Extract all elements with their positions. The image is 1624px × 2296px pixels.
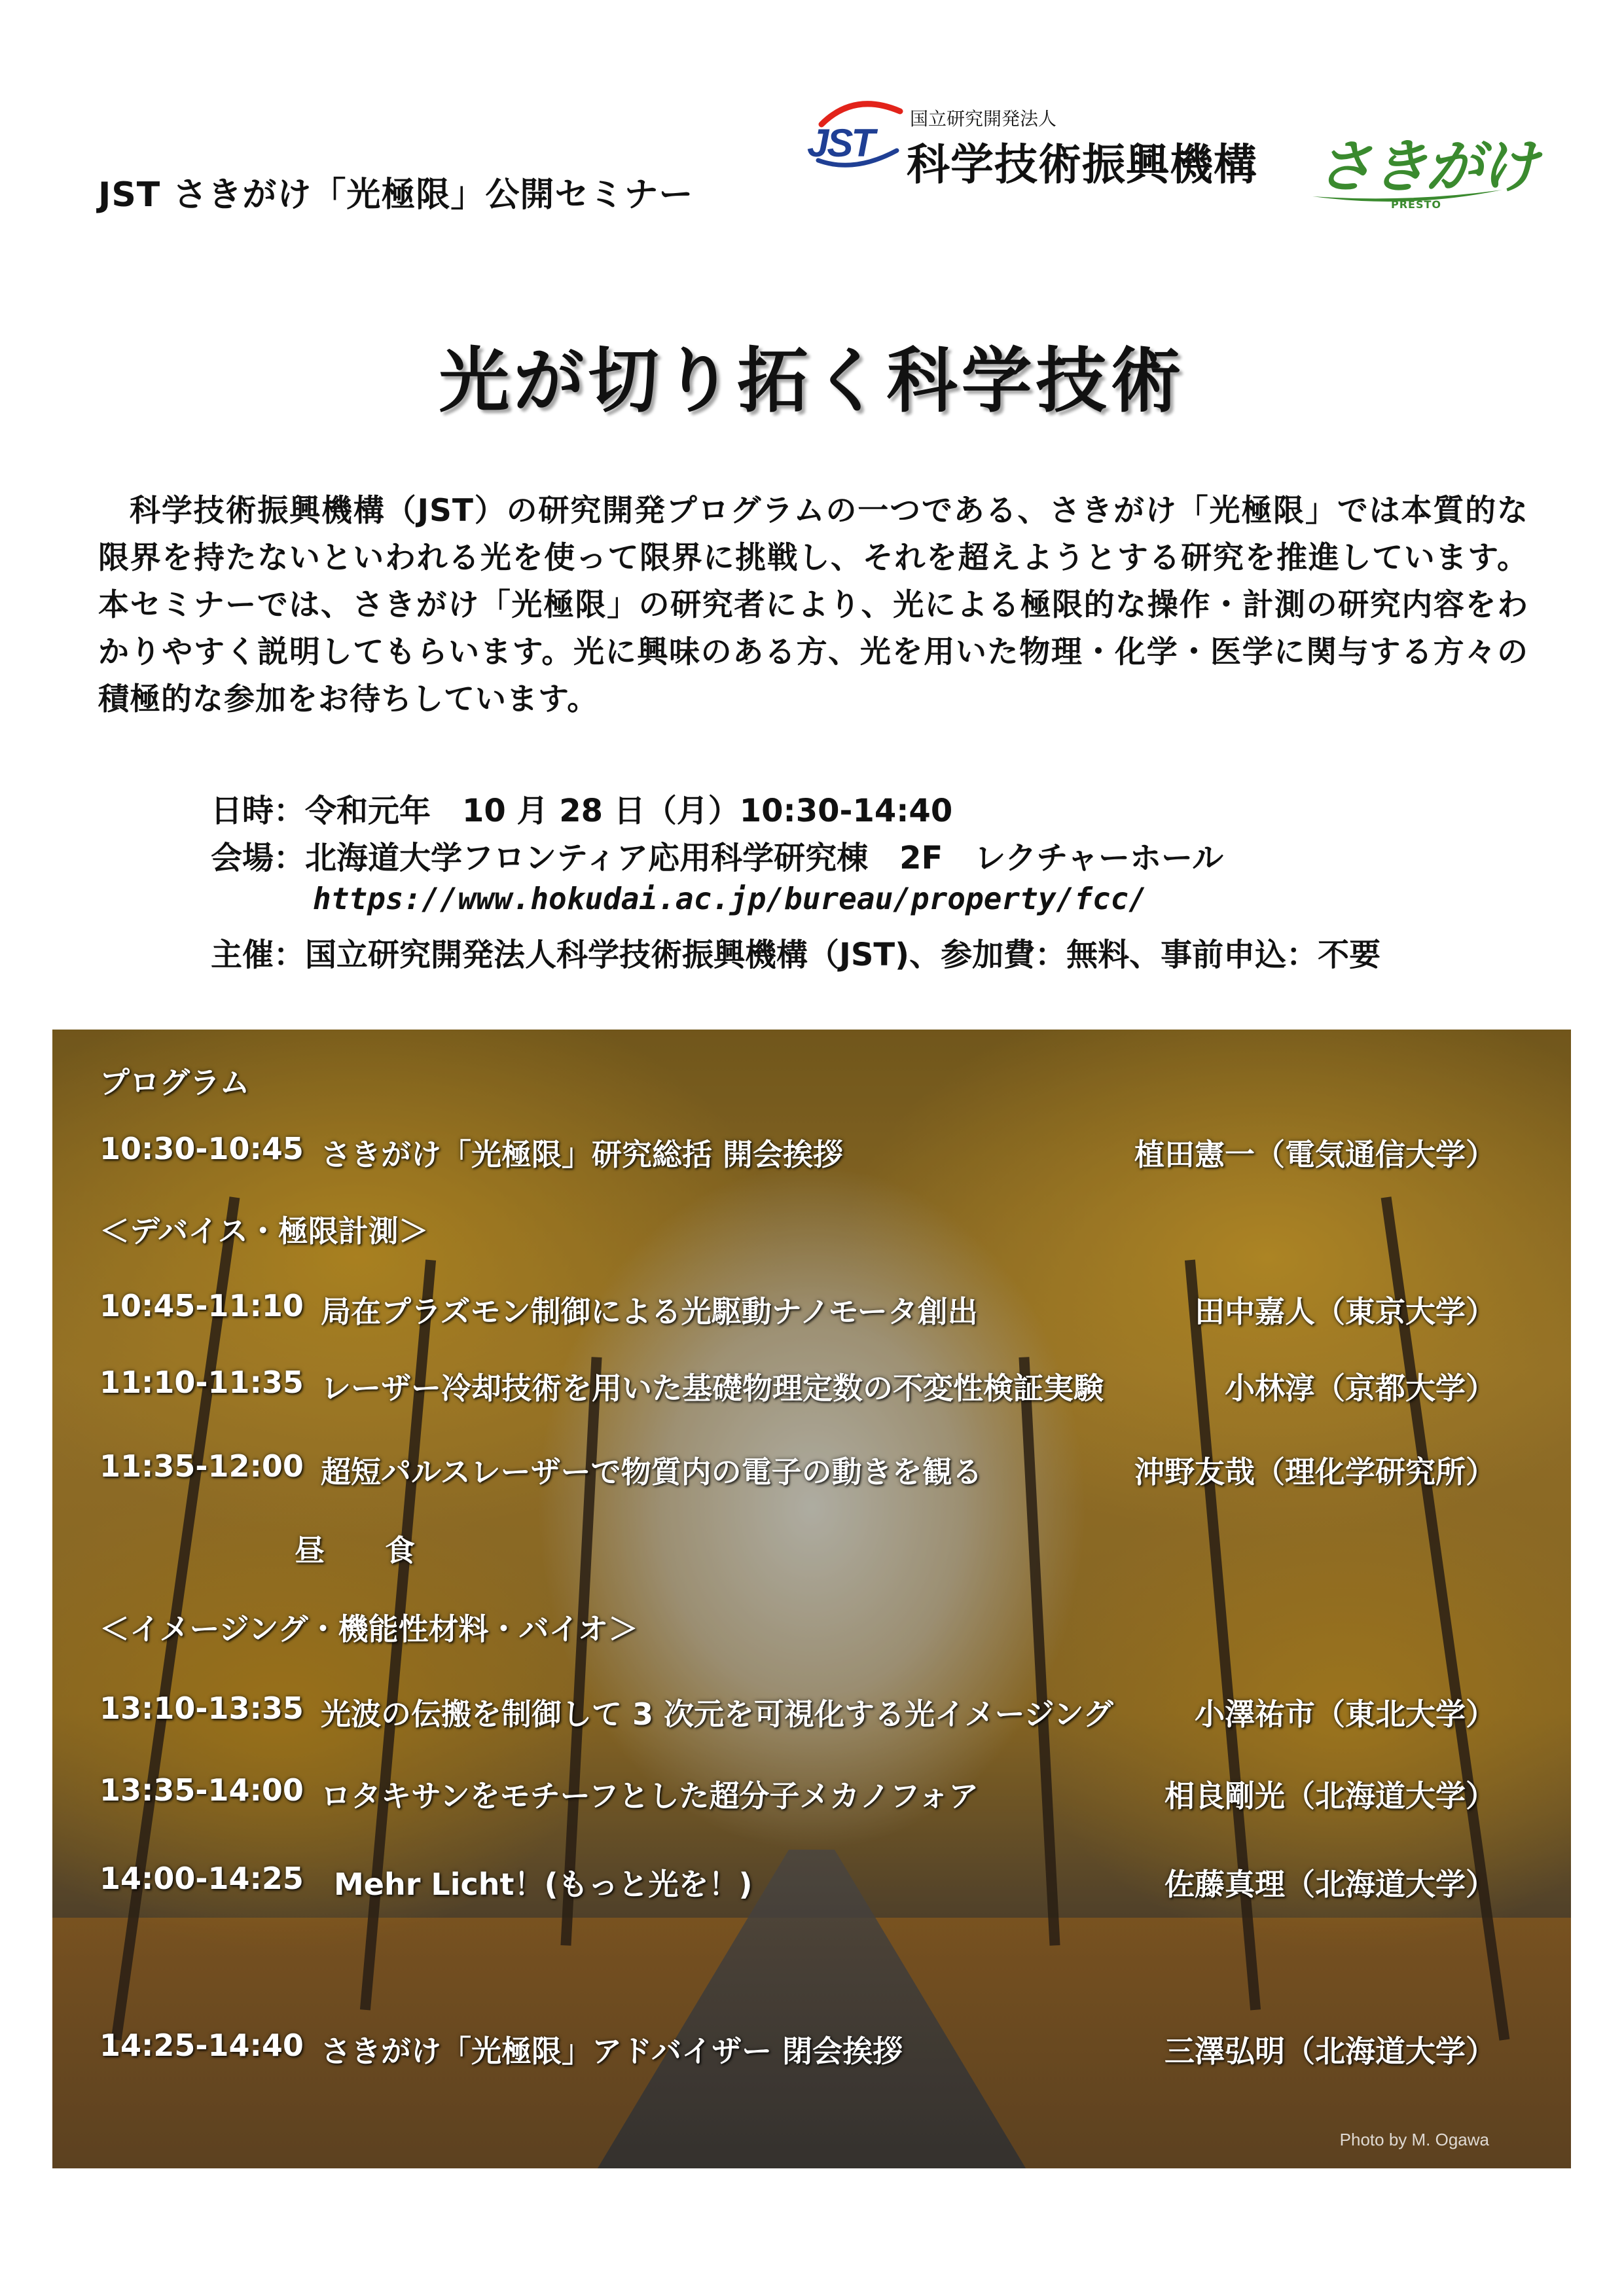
program-title: 超短パルスレーザーで物質内の電子の動きを観る <box>321 1454 983 1490</box>
program-title: Mehr Licht！(もっと光を！) <box>334 1867 753 1902</box>
program-speaker: 小林淳（京都大学） <box>1225 1371 1496 1406</box>
program-title: ロタキサンをモチーフとした超分子メカノフォア <box>321 1778 979 1814</box>
program-time: 11:10-11:35 <box>99 1365 304 1400</box>
program-time: 10:30-10:45 <box>99 1131 304 1166</box>
presto-logo <box>1309 121 1536 219</box>
jst-mark <box>802 98 900 170</box>
program-section-heading: ＜デバイス・極限計測＞ <box>99 1213 429 1249</box>
program-speaker: 小澤祐市（東北大学） <box>1195 1696 1496 1732</box>
event-venue: 会場：北海道大学フロンティア応用科学研究棟 2F レクチャーホール <box>211 840 1223 876</box>
jst-org-large: 科学技術振興機構 <box>907 139 1257 190</box>
program-title: 光波の伝搬を制御して 3 次元を可視化する光イメージング <box>321 1696 1113 1732</box>
intro-paragraph: 科学技術振興機構（JST）の研究開発プログラムの一つである、さきがけ「光極限」では本質的な限界を持たないといわれる光を使って限界に挑戦し、それを超えようとする研究を推進しています。 本セミナーでは、さきがけ「光極限」の研究者により、光による極限的な操作・計測の研究内容をわかりやすく説明してもらいます。光に興味のある方、光を用いた物理・化学・医学に関与する方々の積極的な参加をお待ちしています。 <box>98 493 1528 717</box>
presto-logo-en: PRESTO <box>1391 198 1442 211</box>
program-time: 13:35-14:00 <box>99 1772 304 1808</box>
main-title: 光が切り拓く科学技術 <box>439 340 1185 422</box>
program-time: 14:00-14:25 <box>99 1861 304 1896</box>
program-title: さきがけ「光極限」アドバイザー 閉会挨拶 <box>321 2034 903 2069</box>
program-title: 局在プラズモン制御による光駆動ナノモータ創出 <box>321 1294 978 1329</box>
program-title: さきがけ「光極限」研究総括 開会挨拶 <box>321 1137 844 1172</box>
event-date: 日時：令和元年 10 月 28 日（月）10:30-14:40 <box>211 793 953 829</box>
photo-credit: Photo by M. Ogawa <box>1339 2130 1489 2149</box>
program-speaker: 田中嘉人（東京大学） <box>1195 1294 1496 1329</box>
seminar-series-title: JST さきがけ「光極限」公開セミナー <box>98 175 694 215</box>
program-heading: プログラム <box>99 1065 250 1100</box>
program-title: レーザー冷却技術を用いた基礎物理定数の不変性検証実験 <box>321 1371 1104 1406</box>
program-time: 11:35-12:00 <box>99 1448 304 1484</box>
program-speaker: 相良剛光（北海道大学） <box>1164 1778 1496 1814</box>
program-speaker: 沖野友哉（理化学研究所） <box>1134 1454 1496 1490</box>
jst-mark-text: JST <box>807 121 874 165</box>
jst-logo <box>802 98 1260 190</box>
program-speaker: 佐藤真理（北海道大学） <box>1164 1867 1496 1902</box>
presto-logo-jp: さきがけ <box>1316 132 1536 200</box>
photo-scrim <box>52 1030 1571 2168</box>
program-lunch: 昼 食 <box>295 1533 415 1568</box>
event-host: 主催：国立研究開発法人科学技術振興機構（JST)、参加費：無料、事前申込：不要 <box>211 937 1381 973</box>
program-panel <box>52 1030 1571 2168</box>
program-section-heading: ＜イメージング・機能性材料・バイオ＞ <box>99 1611 639 1647</box>
program-speaker: 三澤弘明（北海道大学） <box>1164 2034 1496 2069</box>
program-time: 10:45-11:10 <box>99 1288 304 1323</box>
program-speaker: 植田憲一（電気通信大学） <box>1134 1137 1496 1172</box>
venue-url-link[interactable]: https://www.hokudai.ac.jp/bureau/property/fcc/ <box>313 881 1147 916</box>
program-time: 14:25-14:40 <box>99 2028 304 2063</box>
program-time: 13:10-13:35 <box>99 1691 304 1726</box>
jst-org-small: 国立研究開発法人 <box>910 108 1057 130</box>
